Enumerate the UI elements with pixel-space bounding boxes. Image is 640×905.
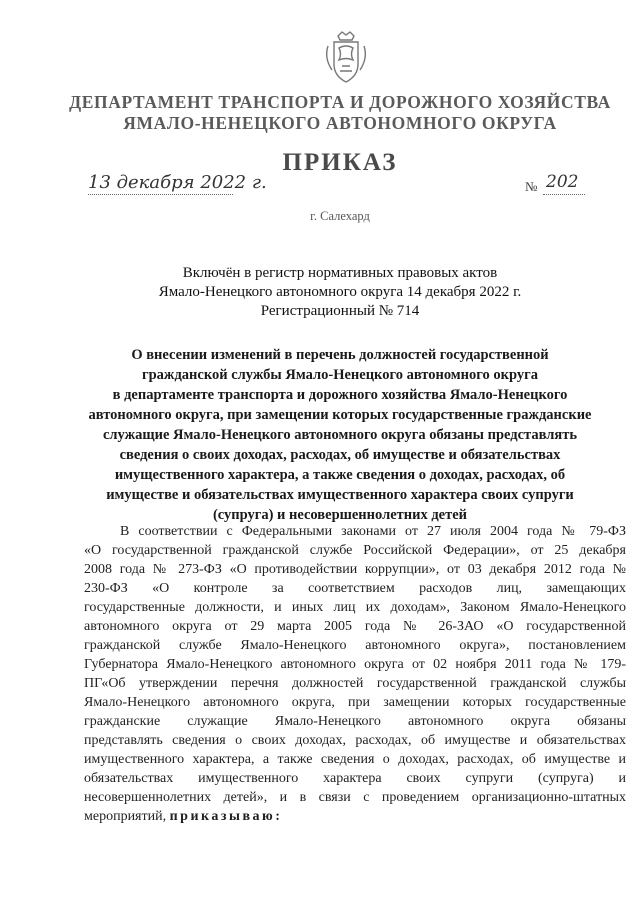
date-underline bbox=[88, 194, 233, 195]
body-text-line: гражданской службе Ямало-Ненецкого автономного округа», постановлением bbox=[84, 638, 626, 653]
body-text-line: имущественного характера, а также сведения о доходах, расходах, об имуществе и bbox=[84, 752, 626, 767]
number-underline bbox=[543, 194, 585, 195]
department-name-line2: ЯМАЛО-НЕНЕЦКОГО АВТОНОМНОГО ОКРУГА bbox=[123, 113, 557, 133]
registration-line: Ямало-Ненецкого автономного округа 14 декабря 2022 г. bbox=[158, 284, 522, 300]
department-name-line1: ДЕПАРТАМЕНТ ТРАНСПОРТА И ДОРОЖНОГО ХОЗЯЙСТВА bbox=[69, 92, 611, 112]
order-title-line: О внесении изменений в перечень должностей государственной bbox=[131, 347, 549, 363]
order-directive: приказываю: bbox=[169, 809, 283, 824]
body-text-line: государственные должности, и иных лиц их доходам», Законом Ямало-Ненецкого bbox=[84, 600, 626, 615]
registration-line: Включён в регистр нормативных правовых актов bbox=[182, 265, 498, 281]
registration-number: Регистрационный № 714 bbox=[260, 303, 420, 319]
city-line: г. Салехард bbox=[310, 209, 370, 223]
order-title-line: в департаменте транспорта и дорожного хозяйства Ямало-Ненецкого bbox=[112, 387, 568, 403]
body-text-line: автономного округа от 29 марта 2005 года № 26-ЗАО «О государственной bbox=[84, 619, 626, 634]
order-title-line: сведения о своих доходах, расходах, об имуществе и обязательствах bbox=[119, 447, 561, 463]
order-number-label: № bbox=[525, 179, 538, 194]
body-text-line: В соответствии с Федеральными законами от 27 июля 2004 года № 79-ФЗ bbox=[120, 524, 626, 539]
order-number: 202 bbox=[546, 172, 579, 192]
body-text-line: 230-ФЗ «О контроле за соответствием расходов лиц, замещающих bbox=[84, 581, 626, 596]
body-text-line: Губернатора Ямало-Ненецкого автономного округа от 02 ноября 2011 года № 179- bbox=[84, 657, 626, 672]
coat-of-arms-icon bbox=[322, 30, 370, 86]
body-text-line: представлять сведения о своих доходах, расходах, об имуществе и обязательствах bbox=[84, 733, 626, 748]
order-title-line: (супруга) и несовершеннолетних детей bbox=[212, 507, 468, 523]
order-title-line: имуществе и обязательствах имущественного характера своих супруги bbox=[106, 487, 574, 503]
body-text-line: гражданские служащие Ямало-Ненецкого автономного округа обязаны bbox=[84, 714, 626, 729]
body-text-line-final bbox=[84, 807, 626, 826]
order-title-line: имущественного характера, а также сведения о доходах, расходах, об bbox=[114, 467, 566, 483]
document-type-title: ПРИКАЗ bbox=[282, 149, 398, 176]
order-title-line: служащие Ямало-Ненецкого автономного округа обязаны представлять bbox=[102, 427, 577, 443]
body-text-prefix: мероприятий, bbox=[84, 809, 167, 824]
order-title-line: гражданской службы Ямало-Ненецкого автономного округа bbox=[142, 367, 538, 383]
order-date: 13 декабря 2022 г. bbox=[88, 172, 267, 193]
body-text-line: обязательствах имущественного характера своих супруги (супруга) и bbox=[84, 771, 626, 786]
body-text-line: 2008 года № 273-ФЗ «О противодействии коррупции», от 03 декабря 2012 года № bbox=[84, 562, 626, 577]
order-title-line: автономного округа, при замещении которых государственные гражданские bbox=[88, 407, 592, 423]
body-text-line: ПГ«Об утверждении перечня должностей государственной гражданской службы bbox=[84, 676, 626, 691]
body-text-line: «О государственной гражданской службе Российской Федерации», от 25 декабря bbox=[84, 543, 626, 558]
body-text-line: Ямало-Ненецкого автономного округа, при замещении которых государственные bbox=[84, 695, 626, 710]
body-text-line: несовершеннолетних детей», и в связи с проведением организационно-штатных bbox=[84, 790, 626, 805]
